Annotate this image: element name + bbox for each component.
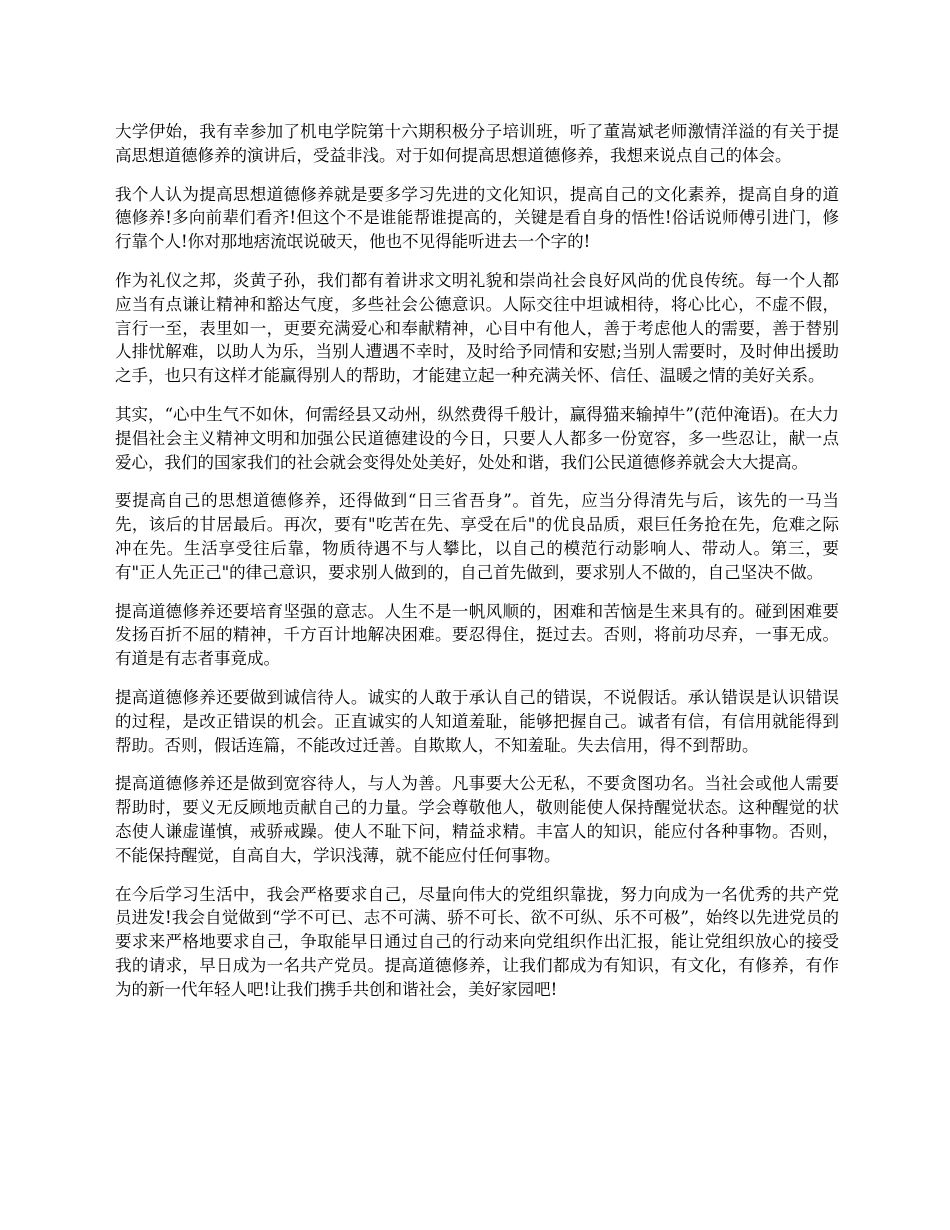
- paragraph-1: 大学伊始，我有幸参加了机电学院第十六期积极分子培训班，听了董嵩斌老师激情洋溢的有关于提高思想道德修养的演讲后，受益非浅。对于如何提高思想道德修养，我想来说点自己的体会。: [115, 122, 839, 165]
- paragraph-6: 提高道德修养还要培育坚强的意志。人生不是一帆风顺的，困难和苦恼是生来具有的。碰到困难要发扬百折不屈的精神，千方百计地解决困难。要忍得住，挺过去。否则，将前功尽弃，一事无成。有道是有志者事竟成。: [115, 601, 839, 669]
- document-body: [115, 120, 839, 1017]
- paragraph-8: 提高道德修养还是做到宽容待人，与人为善。凡事要大公无私，不要贪图功名。当社会或他人需要帮助时，要义无反顾地贡献自己的力量。学会尊敬他人，敬则能使人保持醒觉状态。这种醒觉的状态使人谦虚谨慎，戒骄戒躁。使人不耻下问，精益求精。丰富人的知识，能应付各种事物。否则，不能保持醒觉，自高自大，学识浅薄，就不能应付任何事物。: [115, 774, 839, 865]
- paragraph-3: 作为礼仪之邦，炎黄子孙，我们都有着讲求文明礼貌和崇尚社会良好风尚的优良传统。每一个人都应当有点谦让精神和豁达气度，多些社会公德意识。人际交往中坦诚相待，将心比心，不虚不假，言行一至，表里如一，更要充满爱心和奉献精神，心目中有他人，善于考虑他人的需要，善于替别人排忧解难，以助人为乐，当别人遭遇不幸时，及时给予同情和安慰;当别人需要时，及时伸出援助之手，也只有这样才能赢得别人的帮助，才能建立起一种充满关怀、信任、温暖之情的美好关系。: [115, 270, 839, 386]
- paragraph-9: 在今后学习生活中，我会严格要求自己，尽量向伟大的党组织靠拢，努力向成为一名优秀的共产党员进发!我会自觉做到“学不可已、志不可满、骄不可长、欲不可纵、乐不可极”，始终以先进党员的要求来严格地要求自己，争取能早日通过自己的行动来向党组织作出汇报，能让党组织放心的接受我的请求，早日成为一名共产党员。提高道德修养，让我们都成为有知识，有文化，有修养，有作为的新一代年轻人吧!让我们携手共创和谐社会，美好家园吧!: [115, 884, 839, 999]
- paragraph-4: 其实，“心中生气不如休，何需经县又动州，纵然费得千般计，赢得猫来输掉牛”(范仲淹语)。在大力提倡社会主义精神文明和加强公民道德建设的今日，只要人人都多一份宽容，多一些忍让，献一点爱心，我们的国家我们的社会就会变得处处美好，处处和谐，我们公民道德修养就会大大提高。: [115, 404, 839, 472]
- paragraph-5: 要提高自己的思想道德修养，还得做到“日三省吾身”。首先，应当分得清先与后，该先的一马当先，该后的甘居最后。再次，要有"吃苦在先、享受在后"的优良品质，艰巨任务抢在先，危难之际冲在先。生活享受往后靠，物质待遇不与人攀比，以自己的模范行动影响人、带动人。第三，要有"正人先正己"的律己意识，要求别人做到的，自己首先做到，要求别人不做的，自己坚决不做。: [115, 491, 839, 582]
- paragraph-7: 提高道德修养还要做到诚信待人。诚实的人敢于承认自己的错误，不说假话。承认错误是认识错误的过程，是改正错误的机会。正直诚实的人知道羞耻，能够把握自己。诚者有信，有信用就能得到帮助。否则，假话连篇，不能改过迁善。自欺欺人，不知羞耻。失去信用，得不到帮助。: [115, 687, 839, 755]
- paragraph-2: 我个人认为提高思想道德修养就是要多学习先进的文化知识，提高自己的文化素养，提高自身的道德修养!多向前辈们看齐!但这个不是谁能帮谁提高的，关键是看自身的悟性!俗话说师傅引进门，修行靠个人!你对那地痞流氓说破天，他也不见得能听进去一个字的!: [115, 184, 839, 252]
